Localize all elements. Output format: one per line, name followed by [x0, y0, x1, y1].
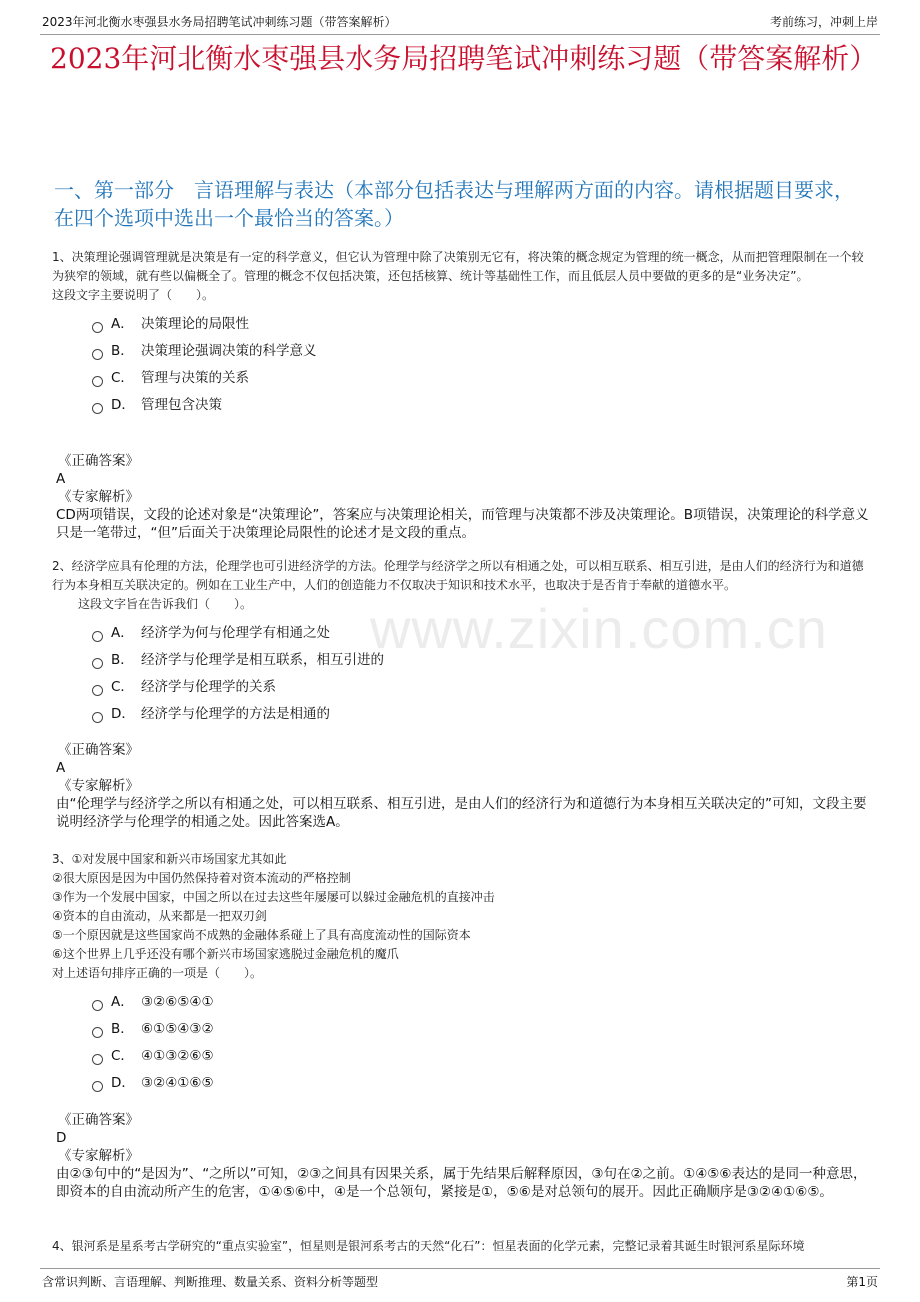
- answer-label: 《正确答案》: [58, 453, 139, 469]
- option-d[interactable]: [92, 1070, 872, 1097]
- option-text: 管理包含决策: [141, 397, 222, 413]
- analysis-label: 《专家解析》: [58, 489, 139, 505]
- answer-value: D: [56, 1130, 67, 1146]
- watermark: www.zixin.com.cn: [370, 597, 828, 660]
- option-key: D．: [111, 706, 135, 722]
- radio-icon[interactable]: [92, 685, 103, 696]
- radio-icon[interactable]: [92, 1027, 103, 1038]
- option-c[interactable]: [92, 365, 872, 392]
- option-text: 经济学与伦理学的关系: [141, 679, 276, 695]
- question-3: [52, 850, 872, 1097]
- header-slogan: 考前练习，冲刺上岸: [769, 15, 878, 29]
- radio-icon[interactable]: [92, 349, 103, 360]
- radio-icon[interactable]: [92, 376, 103, 387]
- option-text: 管理与决策的关系: [141, 370, 249, 386]
- option-key: A．: [111, 625, 134, 641]
- header-document-title: 2023年河北衡水枣强县水务局招聘笔试冲刺练习题（带答案解析）: [42, 15, 397, 29]
- radio-icon[interactable]: [92, 712, 103, 723]
- option-key: D．: [111, 397, 135, 413]
- section-heading: 一、第一部分 言语理解与表达（本部分包括表达与理解两方面的内容。请根据题目要求，在四个选项中选出一个最恰当的答案。）: [54, 178, 854, 230]
- option-a[interactable]: [92, 989, 872, 1016]
- question-stem-line: ④资本的自由流动，从来都是一把双刃剑: [52, 909, 267, 923]
- option-text: 经济学为何与伦理学有相通之处: [141, 625, 330, 641]
- answer-label: 《正确答案》: [58, 742, 139, 758]
- option-text: ③②④①⑥⑤: [141, 1075, 214, 1091]
- footer-topics: 含常识判断、言语理解、判断推理、数量关系、资料分析等题型: [42, 1275, 379, 1289]
- page-number: 第1页: [846, 1275, 878, 1289]
- option-text: ⑥①⑤④③②: [141, 1021, 214, 1037]
- radio-icon[interactable]: [92, 631, 103, 642]
- question-4: [52, 1237, 872, 1259]
- option-b[interactable]: [92, 338, 872, 365]
- answer-block-3: [52, 1111, 872, 1201]
- option-c[interactable]: [92, 1043, 872, 1070]
- question-stem-line: 3、①对发展中国家和新兴市场国家尤其如此: [52, 852, 287, 866]
- question-stem: 2、经济学应具有伦理的方法，伦理学也可引进经济学的方法。伦理学与经济学之所以有相通之处，可以相互联系、相互引进，是由人们的经济行为和道德行为本身相互关联决定的。例如在工业生产中，人们的创造能力不仅取决于知识和技术水平，也取决于是否肯于奉献的道德水平。: [52, 559, 864, 592]
- question-2: [52, 557, 872, 728]
- question-stem-line: ③作为一个发展中国家，中国之所以在过去这些年屡屡可以躲过金融危机的直接冲击: [52, 890, 495, 904]
- option-key: C．: [111, 1048, 134, 1064]
- option-text: ③②⑥⑤④①: [141, 994, 214, 1010]
- radio-icon[interactable]: [92, 1000, 103, 1011]
- question-stem: 4、银河系是星系考古学研究的“重点实验室”，恒星则是银河系考古的天然“化石”：恒星表面的化学元素，完整记录着其诞生时银河系星际环境: [52, 1239, 805, 1253]
- answer-block-1: [52, 452, 872, 542]
- radio-icon[interactable]: [92, 322, 103, 333]
- radio-icon[interactable]: [92, 1054, 103, 1065]
- analysis-text: 由“伦理学与经济学之所以有相通之处，可以相互联系、相互引进，是由人们的经济行为和道德行为本身相互关联决定的”可知，文段主要说明经济学与伦理学的相通之处。因此答案选A。: [56, 796, 867, 830]
- radio-icon[interactable]: [92, 1081, 103, 1092]
- answer-label: 《正确答案》: [58, 1112, 139, 1128]
- option-key: A．: [111, 994, 134, 1010]
- question-prompt: 这段文字主要说明了（ ）。: [52, 288, 215, 302]
- option-text: 经济学与伦理学的方法是相通的: [141, 706, 330, 722]
- analysis-text: 由②③句中的“是因为”、“之所以”可知，②③之间具有因果关系，属于先结果后解释原因，③句在②之前。①④⑤⑥表达的是同一种意思，即资本的自由流动所产生的危害，①④⑤⑥中，④是一个总领句，紧接是①，⑤⑥是对总领句的展开。因此正确顺序是③②④①⑥⑤。: [56, 1166, 867, 1200]
- option-key: D．: [111, 1075, 135, 1091]
- option-d[interactable]: [92, 392, 872, 419]
- option-text: 经济学与伦理学是相互联系，相互引进的: [141, 652, 384, 668]
- option-a[interactable]: [92, 311, 872, 338]
- analysis-label: 《专家解析》: [58, 1148, 139, 1164]
- page-title: 2023年河北衡水枣强县水务局招聘笔试冲刺练习题（带答案解析）: [50, 42, 878, 75]
- analysis-text: CD两项错误，文段的论述对象是“决策理论”，答案应与决策理论相关，而管理与决策都不涉及决策理论。B项错误，决策理论的科学意义只是一笔带过，“但”后面关于决策理论局限性的论述才是文段的重点。: [56, 507, 869, 541]
- option-a[interactable]: [92, 620, 872, 647]
- option-list: [52, 620, 872, 728]
- option-b[interactable]: [92, 647, 872, 674]
- answer-value: A: [56, 471, 66, 487]
- question-prompt: 对上述语句排序正确的一项是（ ）。: [52, 966, 263, 980]
- question-prompt: 这段文字旨在告诉我们（ ）。: [78, 597, 253, 611]
- page-footer: [40, 1268, 880, 1291]
- analysis-label: 《专家解析》: [58, 778, 139, 794]
- radio-icon[interactable]: [92, 658, 103, 669]
- page-header: [40, 12, 880, 35]
- option-key: C．: [111, 679, 134, 695]
- question-stem-line: ⑥这个世界上几乎还没有哪个新兴市场国家逃脱过金融危机的魔爪: [52, 947, 399, 961]
- option-text: 决策理论的局限性: [141, 316, 249, 332]
- option-list: [52, 989, 872, 1097]
- option-d[interactable]: [92, 701, 872, 728]
- option-key: B．: [111, 1021, 134, 1037]
- option-key: C．: [111, 370, 134, 386]
- option-b[interactable]: [92, 1016, 872, 1043]
- option-key: A．: [111, 316, 134, 332]
- option-key: B．: [111, 652, 134, 668]
- question-stem: 1、决策理论强调管理就是决策是有一定的科学意义，但它认为管理中除了决策别无它有，将决策的概念规定为管理的统一概念，从而把管理限制在一个较为狭窄的领域，就有些以偏概全了。管理的概念不仅包括决策，还包括核算、统计等基础性工作，而且低层人员中要做的更多的是“业务决定”。: [52, 250, 864, 283]
- question-stem-line: ⑤一个原因就是这些国家尚不成熟的金融体系碰上了具有高度流动性的国际资本: [52, 928, 471, 942]
- option-text: ④①③②⑥⑤: [141, 1048, 214, 1064]
- answer-value: A: [56, 760, 66, 776]
- answer-block-2: [52, 741, 872, 831]
- question-stem-line: ②很大原因是因为中国仍然保持着对资本流动的严格控制: [52, 871, 351, 885]
- question-1: [52, 248, 872, 419]
- option-key: B．: [111, 343, 134, 359]
- option-text: 决策理论强调决策的科学意义: [141, 343, 317, 359]
- option-list: [52, 311, 872, 419]
- radio-icon[interactable]: [92, 403, 103, 414]
- option-c[interactable]: [92, 674, 872, 701]
